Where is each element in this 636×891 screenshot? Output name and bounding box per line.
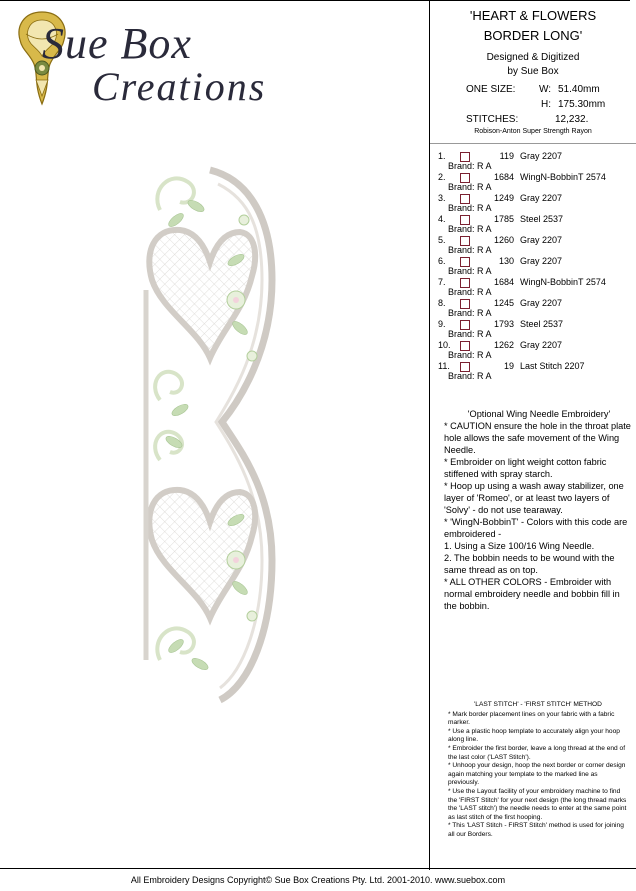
color-code: 119 [499,151,514,161]
thread-note: Robison-Anton Super Strength Rayon [474,128,592,135]
color-brand: Brand: R A [448,161,492,171]
color-code: 1684 [493,172,514,182]
color-name: WingN-BobbinT 2574 [520,172,606,182]
size-label: ONE SIZE: [466,84,516,95]
width-value: 51.40mm [558,84,600,95]
color-row [438,172,636,193]
top-border [0,0,630,1]
color-name: Gray 2207 [520,256,563,266]
color-row [438,193,636,214]
logo-text-line2: Creations [92,64,267,109]
color-code: 1793 [493,319,514,329]
color-number: 7. [438,277,446,287]
note-line: * CAUTION ensure the hole in the throat plate hole allows the safe movement of the Wing Needle. [444,421,631,455]
color-row [438,298,636,319]
color-brand: Brand: R A [448,287,492,297]
color-row [438,340,636,361]
color-code: 1245 [493,298,514,308]
method-line: * Mark border placement lines on your fabric with a fabric marker. [448,710,615,727]
color-number: 10. [438,340,451,350]
color-code: 1785 [493,214,514,224]
color-code: 130 [498,256,514,266]
color-name: Gray 2207 [520,193,563,203]
method-line: * Use a plastic hoop template to accurately align your hoop along line. [448,727,620,744]
section-divider [430,143,636,144]
color-number: 11. [438,361,450,371]
color-code: 1684 [493,277,514,287]
height-value: 175.30mm [558,99,606,110]
copyright-footer: All Embroidery Designs Copyright© Sue Box Creations Pty. Ltd. 2001-2010. www.suebox.com [130,875,506,885]
design-title [430,6,636,46]
footer-divider [0,868,636,869]
height-label: H: [541,99,551,110]
color-brand: Brand: R A [448,329,492,339]
color-brand: Brand: R A [448,266,492,276]
color-brand: Brand: R A [448,203,492,213]
color-row [438,361,636,382]
color-brand: Brand: R A [448,308,492,318]
color-number: 1. [438,151,446,161]
note-line: * 'WingN-BobbinT' - Colors with this code are embroidered - [444,517,628,539]
color-name: Gray 2207 [520,235,563,245]
color-name: Last Stitch 2207 [520,361,585,371]
color-name: Steel 2537 [520,214,564,224]
color-code: 1260 [493,235,514,245]
color-number: 3. [438,193,446,203]
color-number: 4. [438,214,446,224]
credits-line1: Designed & Digitized [486,52,580,63]
method-line: * Embroider the first border, leave a long thread at the end of the last color ('LAST Stitch'). [448,744,626,761]
note-line: * ALL OTHER COLORS - Embroider with normal embroidery needle and bobbin fill in the bobbin. [444,577,620,611]
color-name: Steel 2537 [520,319,564,329]
color-number: 5. [438,235,446,245]
color-row [438,235,636,256]
stitches-label: STITCHES: [466,114,519,125]
color-brand: Brand: R A [448,371,492,381]
stitches-value: 12,232. [555,114,589,125]
last-stitch-method [448,701,628,840]
title-line2: BORDER LONG' [483,28,583,43]
color-brand: Brand: R A [448,224,492,234]
notes-heading: 'Optional Wing Needle Embroidery' [467,409,611,419]
color-code: 1249 [493,193,514,203]
credits [430,51,636,79]
color-number: 2. [438,172,446,182]
embroidery-design-image [140,160,280,705]
method-line: * This 'LAST Stitch - FIRST Stitch' method is used for joining all our Borders. [448,822,624,838]
brand-logo [12,8,272,118]
color-number: 8. [438,298,446,308]
color-brand: Brand: R A [448,350,492,360]
color-code: 1262 [493,340,514,350]
color-number: 6. [438,256,446,266]
color-number: 9. [438,319,446,329]
color-row [438,151,636,172]
color-row [438,319,636,340]
color-name: Gray 2207 [520,151,563,161]
note-line: * Hoop up using a wash away stabilizer, one layer of 'Romeo', or at least two layers of 'Solvy' - do not use tearaway. [444,481,624,515]
color-brand: Brand: R A [448,182,492,192]
color-code: 19 [503,361,514,371]
color-list [438,151,636,382]
width-label: W: [539,84,552,95]
method-line: * Unhoop your design, hoop the next border or corner design again matching your template to the marked line as previously. [448,762,626,787]
color-row [438,214,636,235]
note-line: * Embroider on light weight cotton fabric stiffened with spray starch. [444,457,607,479]
color-row [438,256,636,277]
note-line: 1. Using a Size 100/16 Wing Needle. [444,541,595,551]
color-name: Gray 2207 [520,340,563,350]
color-name: Gray 2207 [520,298,563,308]
color-name: WingN-BobbinT 2574 [520,277,606,287]
color-brand: Brand: R A [448,245,492,255]
credits-line2: by Sue Box [507,66,559,77]
logo-text-line1: Sue Box [42,19,192,68]
wing-needle-notes [444,408,634,612]
color-row [438,277,636,298]
note-line: 2. The bobbin needs to be wound with the same thread as on top. [444,553,615,575]
method-line: * Use the Layout facility of your embroidery machine to find the 'FIRST Stitch' for your next design (the long thread marks the 'LAST stitch') the needle needs to enter at the same point as last stitch of the first hooping. [448,787,627,821]
title-line1: 'HEART & FLOWERS [469,8,597,23]
method-heading: 'LAST STITCH' - 'FIRST STITCH' METHOD [474,701,602,708]
